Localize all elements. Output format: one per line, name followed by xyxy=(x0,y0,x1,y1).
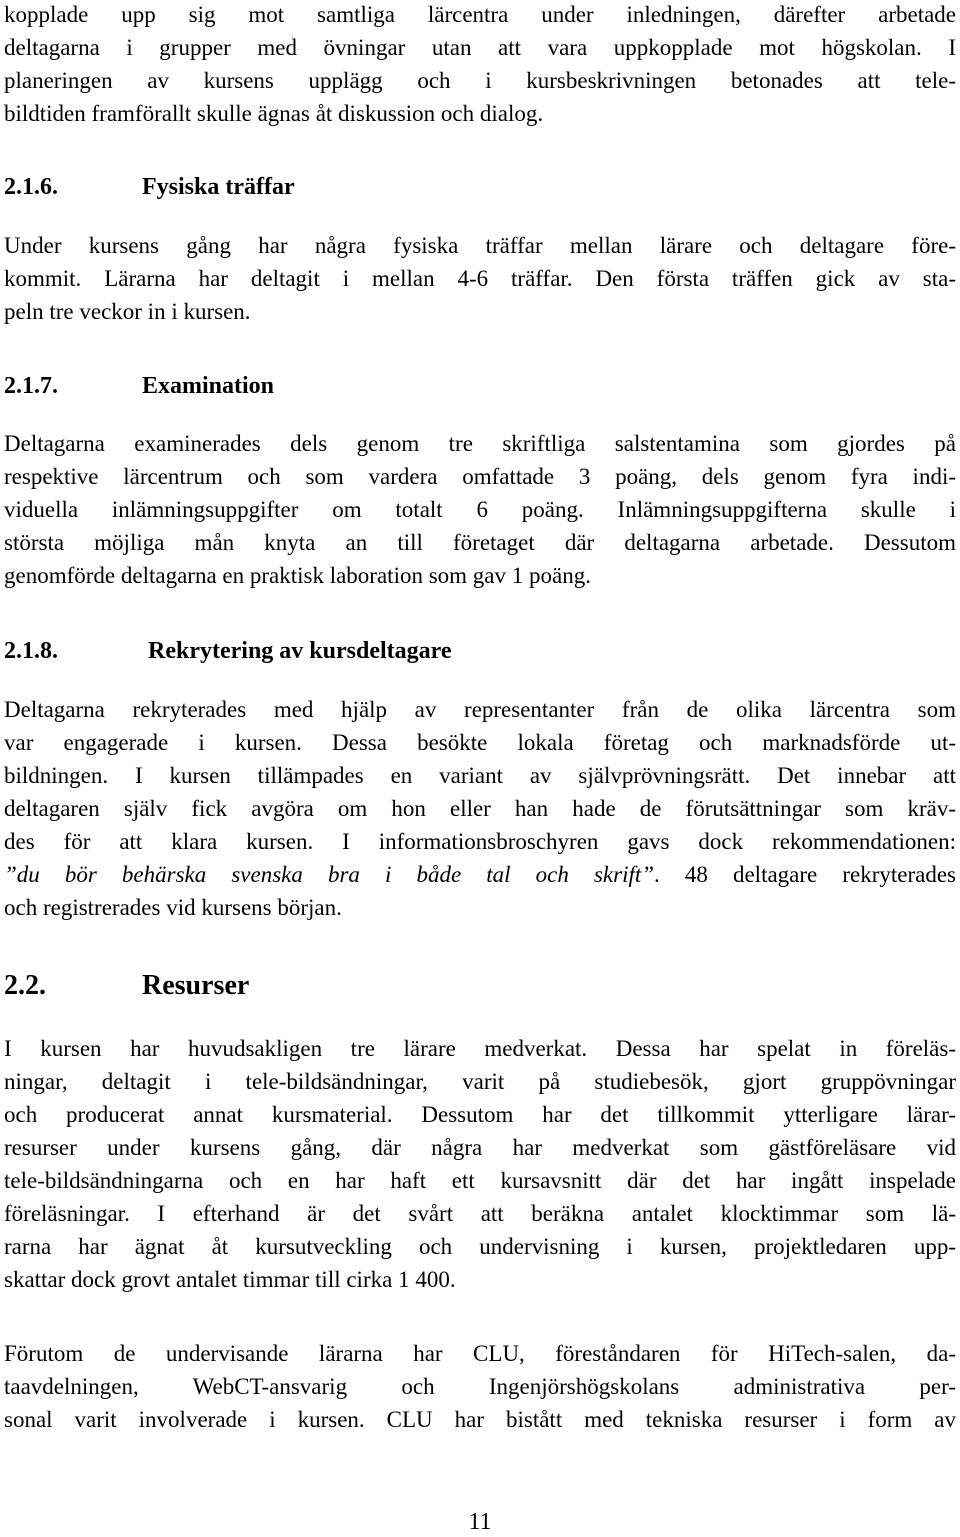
text-line: bildningen. I kursen tillämpades en variant av självprövningsrätt. Det innebar att xyxy=(4,763,956,788)
section-title: Examination xyxy=(142,373,275,399)
section-heading-2-2 xyxy=(4,968,250,1004)
text-line: Förutom de undervisande lärarna har CLU, föreståndaren för HiTech-salen, da- xyxy=(4,1341,956,1366)
text-line: peln tre veckor in i kursen. xyxy=(4,299,251,324)
text-line: des för att klara kursen. I informationsbroschyren gavs dock rekommendationen: xyxy=(4,829,956,854)
section-number: 2.1.6. xyxy=(4,174,58,200)
section-number: 2.2. xyxy=(4,970,46,1001)
paragraph-resurser-1 xyxy=(4,1032,956,1296)
text-line: kommit. Lärarna har deltagit i mellan 4-6 träffar. Den första träffen gick av sta- xyxy=(4,266,956,291)
text-line: respektive lärcentrum och som vardera omfattade 3 poäng, dels genom fyra indi- xyxy=(4,464,956,489)
section-number: 2.1.8. xyxy=(4,638,58,664)
text-line: resurser under kursens gång, där några har medverkat som gästföreläsare vid xyxy=(4,1135,956,1160)
section-number: 2.1.7. xyxy=(4,373,58,399)
section-heading-2-1-6 xyxy=(4,169,295,205)
text-line: sonal varit involverade i kursen. CLU har bistått med tekniska resurser i form av xyxy=(4,1407,956,1432)
text-line: deltagaren själv fick avgöra om hon eller han hade de förutsättningar som kräv- xyxy=(4,796,956,821)
paragraph-rekrytering xyxy=(4,693,956,924)
section-heading-2-1-7 xyxy=(4,368,275,404)
text-line: rarna har ägnat åt kursutveckling och undervisning i kursen, projektledaren upp- xyxy=(4,1234,956,1259)
paragraph-examination xyxy=(4,427,956,592)
text-line: planeringen av kursens upplägg och i kursbeskrivningen betonades att tele- xyxy=(4,68,956,93)
quoted-recommendation: ”du bör behärska svenska bra i både tal och skrift” xyxy=(4,862,655,887)
text-fragment: . 48 deltagare rekryterades xyxy=(654,862,956,887)
text-line: var engagerade i kursen. Dessa besökte lokala företag och marknadsförde ut- xyxy=(4,730,956,755)
text-line: Under kursens gång har några fysiska träffar mellan lärare och deltagare före- xyxy=(4,233,956,258)
text-line: största möjliga mån knyta an till företaget där deltagarna arbetade. Dessutom xyxy=(4,530,956,555)
text-line: I kursen har huvudsakligen tre lärare medverkat. Dessa har spelat in föreläs- xyxy=(4,1036,956,1061)
text-line: Deltagarna rekryterades med hjälp av representanter från de olika lärcentra som xyxy=(4,697,956,722)
section-title: Rekrytering av kursdeltagare xyxy=(148,638,452,664)
text-line: skattar dock grovt antalet timmar till cirka 1 400. xyxy=(4,1267,456,1292)
text-line: Deltagarna examinerades dels genom tre skriftliga salstentamina som gjordes på xyxy=(4,431,956,456)
page-number: 11 xyxy=(468,1509,492,1535)
text-line: och producerat annat kursmaterial. Dessutom har det tillkommit ytterligare lärar- xyxy=(4,1102,956,1127)
text-line: deltagarna i grupper med övningar utan att vara uppkopplade mot högskolan. I xyxy=(4,35,956,60)
intro-paragraph xyxy=(4,0,956,130)
text-line: genomförde deltagarna en praktisk laboration som gav 1 poäng. xyxy=(4,563,591,588)
section-title: Fysiska träffar xyxy=(142,174,295,200)
section-heading-2-1-8 xyxy=(4,633,452,669)
text-line: taavdelningen, WebCT-ansvarig och Ingenjörshögskolans administrativa per- xyxy=(4,1374,956,1399)
text-line: bildtiden framförallt skulle ägnas åt diskussion och dialog. xyxy=(4,101,544,126)
section-title: Resurser xyxy=(142,970,250,1001)
text-line: och registrerades vid kursens början. xyxy=(4,895,342,920)
text-line-with-quote xyxy=(4,858,956,891)
text-line: föreläsningar. I efterhand är det svårt att beräkna antalet klocktimmar som lä- xyxy=(4,1201,956,1226)
text-line: viduella inlämningsuppgifter om totalt 6 poäng. Inlämningsuppgifterna skulle i xyxy=(4,497,956,522)
text-line: tele-bildsändningarna och en har haft ett kursavsnitt där det har ingått inspelade xyxy=(4,1168,956,1193)
paragraph-resurser-2 xyxy=(4,1337,956,1436)
text-line: kopplade upp sig mot samtliga lärcentra under inledningen, därefter arbetade xyxy=(4,2,956,27)
text-line: ningar, deltagit i tele-bildsändningar, varit på studiebesök, gjort gruppövningar xyxy=(4,1069,956,1094)
paragraph-fysiska-traffar xyxy=(4,229,956,328)
